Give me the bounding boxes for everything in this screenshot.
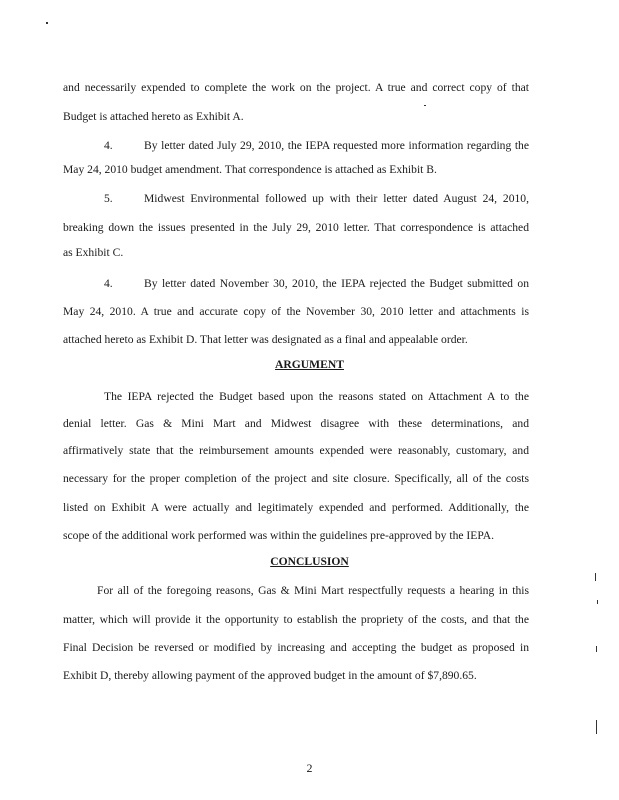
conclusion-line: matter, which will provide it the opportunity to establish the propriety of the costs, and that the xyxy=(63,613,529,626)
conclusion-heading: CONCLUSION xyxy=(270,555,349,568)
scan-speck xyxy=(595,573,596,581)
scan-speck xyxy=(597,600,598,604)
argument-line: listed on Exhibit A were actually and legitimately expended and performed. Additionally, the xyxy=(63,501,529,514)
scan-speck xyxy=(596,720,597,734)
paragraph-5-line: as Exhibit C. xyxy=(63,246,124,259)
paragraph-4b-line: attached hereto as Exhibit D. That letter was designated as a final and appealable order. xyxy=(63,333,468,346)
argument-line: denial letter. Gas & Mini Mart and Midwest disagree with these determinations, and xyxy=(63,417,529,430)
argument-heading: ARGUMENT xyxy=(275,358,344,371)
paragraph-text: By letter dated July 29, 2010, the IEPA requested more information regarding the xyxy=(144,139,529,152)
page-number: 2 xyxy=(306,761,313,775)
argument-line: scope of the additional work performed was within the guidelines pre-approved by the IEPA. xyxy=(63,529,495,542)
intro-line: and necessarily expended to complete the work on the project. A true and correct copy of that xyxy=(63,81,529,94)
paragraph-4a-line: May 24, 2010 budget amendment. That correspondence is attached as Exhibit B. xyxy=(63,163,437,176)
paragraph-4b-line: May 24, 2010. A true and accurate copy of the November 30, 2010 letter and attachments is xyxy=(63,305,529,318)
argument-line: necessary for the proper completion of the project and site closure. Specifically, all of the costs xyxy=(63,472,529,485)
conclusion-line: Final Decision be reversed or modified by increasing and accepting the budget as proposed in xyxy=(63,641,529,654)
conclusion-line: For all of the foregoing reasons, Gas & Mini Mart respectfully requests a hearing in this xyxy=(97,584,529,597)
argument-line: The IEPA rejected the Budget based upon the reasons stated on Attachment A to the xyxy=(104,390,529,403)
paragraph-number: 4. xyxy=(104,139,113,152)
paragraph-5-line: breaking down the issues presented in the July 29, 2010 letter. That correspondence is attached xyxy=(63,221,529,234)
paragraph-text: Midwest Environmental followed up with their letter dated August 24, 2010, xyxy=(144,192,529,205)
conclusion-line: Exhibit D, thereby allowing payment of the approved budget in the amount of $7,890.65. xyxy=(63,669,477,682)
argument-line: affirmatively state that the reimbursement amounts expended were reasonably, customary, and xyxy=(63,444,529,457)
paragraph-5-line xyxy=(104,192,529,206)
paragraph-number: 5. xyxy=(104,192,113,205)
paragraph-number: 4. xyxy=(104,277,113,290)
paragraph-4b-line xyxy=(104,277,529,291)
scan-speck xyxy=(424,105,426,106)
paragraph-text: By letter dated November 30, 2010, the IEPA rejected the Budget submitted on xyxy=(144,277,529,290)
paragraph-4a-line xyxy=(104,139,529,153)
intro-line: Budget is attached hereto as Exhibit A. xyxy=(63,110,244,123)
scan-speck xyxy=(596,646,597,652)
scan-speck xyxy=(46,22,48,24)
